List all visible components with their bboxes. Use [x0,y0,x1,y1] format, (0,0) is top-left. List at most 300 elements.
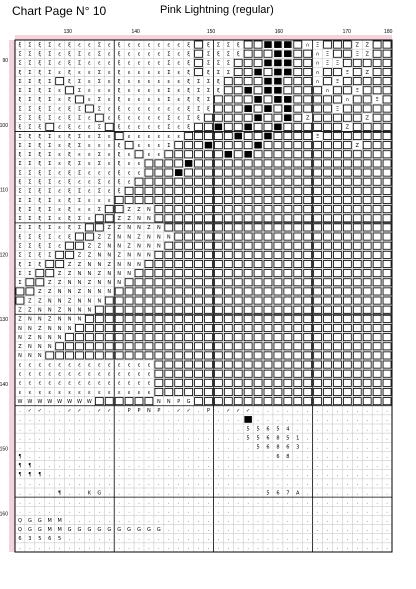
cell-symbol: ε [177,88,181,95]
cell-symbol: ε [137,371,141,378]
cell-square [373,132,381,139]
cell-symbol: ξ [68,124,71,131]
cell-square [324,251,332,258]
cell-filled [274,59,282,66]
cell-symbol: Σ [77,115,82,122]
cell-square [373,206,381,213]
cell-symbol: . [108,481,111,488]
cell-symbol: Σ [28,161,32,168]
cell-square [304,215,312,222]
cell-symbol: Z [97,243,102,250]
cell-square [214,215,222,222]
cell-square [85,224,93,231]
cell-square [363,59,371,66]
cell-symbol: . [207,536,210,543]
cell-symbol: . [316,408,319,415]
cell-square [175,187,183,194]
cell-symbol: . [128,517,130,524]
cell-square [224,206,232,213]
cell-symbol: . [227,481,230,488]
cell-square [383,187,391,194]
cell-symbol: . [78,444,81,451]
cell-square [165,160,173,167]
cell-symbol: . [19,444,21,451]
cell-square [205,324,213,331]
cell-symbol: . [108,517,111,524]
cell-symbol: ε [38,371,42,378]
cell-symbol: ξ [117,106,121,113]
cell-symbol: ε [28,380,32,387]
cell-symbol: . [356,444,359,451]
cell-symbol: ε [88,216,91,223]
cell-square [36,270,44,277]
cell-symbol: . [316,508,319,515]
cell-square [145,306,153,313]
cell-square [105,334,113,341]
y-tick-label: 160 [0,511,8,518]
cell-square [324,260,332,267]
cell-symbol: . [118,435,120,442]
cell-square [333,361,341,368]
cell-symbol: . [346,435,349,442]
cell-square [76,343,84,350]
cell-symbol: Σ [18,280,22,287]
cell-square [343,343,351,350]
cell-symbol: . [267,417,269,424]
cell-symbol: . [39,462,41,469]
cell-square [155,215,163,222]
cell-symbol: . [148,490,150,497]
cell-square [324,105,332,112]
cell-symbol: N [18,334,22,341]
cell-symbol: Σ [28,78,32,85]
cell-symbol: ε [78,152,81,159]
cell-symbol: ε [97,60,101,67]
cell-square [343,151,351,158]
cell-square [254,169,262,176]
cell-symbol: ε [88,170,91,177]
cell-square [284,224,292,231]
cell-square [224,78,232,85]
cell-symbol: . [48,453,51,460]
cell-symbol: . [356,435,359,442]
cell-square [314,334,322,341]
cell-square [294,68,302,75]
cell-symbol: . [376,453,378,460]
cell-symbol: . [148,444,150,451]
cell-symbol: W [86,398,92,405]
cell-square [383,352,391,359]
cell-symbol: N [147,216,151,223]
cell-symbol: . [29,545,31,552]
cell-symbol: Σ [48,133,52,140]
cell-square [264,270,272,277]
cell-square [195,270,203,277]
cell-symbol: ✓ [67,408,72,415]
cell-symbol: Σ [48,234,52,241]
cell-symbol: . [108,472,111,479]
cell-symbol: N [87,307,92,314]
cell-square [195,68,203,75]
cell-symbol: P [206,408,210,415]
cell-symbol: Z [87,243,92,250]
cell-symbol: . [88,545,91,552]
cell-square [234,315,242,322]
cell-symbol: N [37,344,42,351]
cell-square [175,206,183,213]
cell-symbol: ∩ [325,88,330,95]
cell-square [254,151,262,158]
cell-square [314,388,322,395]
cell-square [274,251,282,258]
cell-symbol: . [356,545,359,552]
cell-square [333,315,341,322]
cell-symbol: . [217,426,220,433]
cell-symbol: . [376,499,378,506]
cell-symbol: ε [177,124,181,131]
cell-symbol: ξ [187,124,191,131]
cell-square [145,169,153,176]
cell-square [314,379,322,386]
cell-symbol: . [187,517,190,524]
cell-symbol: . [316,481,319,488]
cell-symbol: ε [107,133,111,140]
cell-square [274,178,282,185]
cell-square [165,388,173,395]
cell-symbol: . [167,408,170,415]
cell-symbol: . [356,508,359,515]
cell-symbol: . [287,499,289,506]
cell-symbol: ξ [38,124,42,131]
cell-square [195,160,203,167]
cell-symbol: Z [127,243,131,250]
cell-symbol: N [156,225,161,232]
cell-filled [264,78,272,85]
cell-square [234,68,242,75]
cell-filled [264,59,272,66]
cell-symbol: ε [18,362,22,369]
cell-symbol: ε [117,380,121,387]
cell-symbol: . [277,472,279,479]
cell-symbol: ε [78,42,81,49]
cell-square [26,288,34,295]
cell-square [66,334,74,341]
x-tick-label: 140 [131,29,140,35]
cell-symbol: ε [147,69,151,76]
cell-symbol: ε [97,197,101,204]
cell-symbol: . [247,499,249,506]
cell-symbol: . [237,545,240,552]
cell-symbol: . [227,435,230,442]
cell-symbol: . [386,472,388,479]
cell-square [274,196,282,203]
cell-square [264,123,272,130]
cell-square [363,242,371,249]
cell-symbol: . [138,508,140,515]
cell-square [105,206,113,213]
cell-symbol: Σ [77,170,82,177]
cell-symbol: . [48,499,51,506]
cell-square [165,279,173,286]
cell-symbol: ε [88,188,91,195]
cell-symbol: . [118,508,120,515]
cell-symbol: . [48,408,51,415]
cell-square [185,142,193,149]
cell-square [284,370,292,377]
cell-square [274,334,282,341]
cell-square [175,352,183,359]
cell-symbol: . [277,526,279,533]
cell-square [383,142,391,149]
cell-square [333,178,341,185]
cell-square [353,68,361,75]
cell-square [254,187,262,194]
cell-square [343,379,351,386]
cell-square [264,297,272,304]
cell-symbol: N [127,252,131,259]
cell-symbol: . [88,408,91,415]
cell-square [294,50,302,57]
cell-symbol: ε [177,133,181,140]
cell-square [214,169,222,176]
cell-symbol: Z [137,234,141,241]
cell-square [244,288,252,295]
cell-symbol: Z [48,316,52,323]
cell-square [165,324,173,331]
cell-square [353,123,361,130]
cell-symbol: . [158,545,160,552]
cell-square [363,315,371,322]
cell-square [343,114,351,121]
cell-square [314,187,322,194]
cell-square [175,324,183,331]
cell-square [214,105,222,112]
cell-square [205,187,213,194]
cell-square [353,59,361,66]
cell-square [294,315,302,322]
cell-symbol: . [177,481,180,488]
cell-symbol: Σ [48,51,52,58]
cell-square [353,370,361,377]
cell-square [264,315,272,322]
cell-symbol: . [386,536,388,543]
cell-symbol: ε [137,42,141,49]
cell-square [195,132,203,139]
cell-square [373,379,381,386]
cell-square [294,352,302,359]
cell-square [135,288,143,295]
cell-square [185,196,193,203]
cell-symbol: . [187,499,190,506]
cell-square [264,142,272,149]
cell-square [353,388,361,395]
cell-symbol: . [108,417,111,424]
cell-square [324,379,332,386]
cell-square [115,288,123,295]
cell-square [175,233,183,240]
cell-symbol: ε [147,106,151,113]
cell-symbol: ξ [117,179,121,186]
cell-symbol: . [197,462,200,469]
cell-symbol: . [346,472,349,479]
cell-square [135,297,143,304]
cell-square [324,123,332,130]
cell-symbol: . [287,517,289,524]
cell-square [254,178,262,185]
cell-symbol: Σ [28,106,32,113]
cell-symbol: ξ [187,51,191,58]
cell-symbol: . [197,481,200,488]
cell-square [314,224,322,231]
cell-symbol: ε [177,115,181,122]
cell-square [105,324,113,331]
cell-symbol: . [366,417,368,424]
cell-square [155,352,163,359]
x-tick-label: 160 [274,29,284,35]
cell-square [373,59,381,66]
cell-symbol: . [39,490,41,497]
cell-square [205,370,213,377]
cell-square [294,224,302,231]
cell-symbol: N [107,270,112,277]
cell-square [383,334,391,341]
cell-square [76,352,84,359]
cell-square [353,315,361,322]
cell-symbol: N [117,280,122,287]
cell-symbol: Σ [28,179,32,186]
cell-square [135,270,143,277]
cell-square [205,260,213,267]
cell-symbol: Σ [216,69,220,76]
cell-symbol: . [217,472,220,479]
cell-symbol: ξ [187,88,191,95]
cell-square [294,123,302,130]
cell-square [135,398,143,405]
cell-square [284,206,292,213]
cell-square [324,96,332,103]
cell-symbol: ε [88,124,91,131]
cell-square [145,297,153,304]
cell-square [175,288,183,295]
cell-symbol: . [197,490,200,497]
cell-symbol: ξ [18,69,22,76]
cell-square [205,361,213,368]
cell-symbol: ε [58,243,61,250]
cell-square [284,306,292,313]
cell-square [115,352,123,359]
cell-square [185,315,193,322]
cell-square [264,50,272,57]
cell-symbol: . [287,545,289,552]
cell-square [205,114,213,121]
cell-square [383,96,391,103]
cell-symbol: . [247,490,249,497]
cell-square [224,388,232,395]
cell-square [135,352,143,359]
cell-square [224,114,232,121]
cell-symbol: ✓ [97,408,102,415]
cell-symbol: . [386,435,388,442]
cell-square [195,178,203,185]
cell-symbol: M [47,526,52,533]
cell-square [274,206,282,213]
cell-square [105,343,113,350]
cell-symbol: ε [127,380,131,387]
cell-symbol: . [48,444,51,451]
cell-symbol: ε [157,124,161,131]
cell-symbol: . [98,426,101,433]
cell-symbol: Σ [48,42,52,49]
cell-symbol: ε [107,142,111,149]
cell-symbol: ξ [68,161,71,168]
cell-symbol: N [57,334,62,341]
cell-symbol: . [237,526,240,533]
cell-symbol: ε [127,371,131,378]
cell-symbol: . [227,444,230,451]
cell-square [56,251,64,258]
cell-square [155,279,163,286]
cell-symbol: . [207,453,210,460]
cell-symbol: . [108,545,111,552]
cell-symbol: ξ [38,206,42,213]
cell-square [383,132,391,139]
cell-square [264,206,272,213]
cell-symbol: Z [305,115,310,122]
cell-square [234,270,242,277]
cell-symbol: N [107,289,112,296]
cell-symbol: 8 [286,453,290,460]
cell-square [353,96,361,103]
cell-square [274,160,282,167]
cell-square [383,68,391,75]
cell-square [264,178,272,185]
cell-symbol: . [98,435,101,442]
cell-square [343,178,351,185]
cell-symbol: Σ [48,69,52,76]
cell-symbol: . [366,453,368,460]
cell-symbol: . [167,481,170,488]
cell-symbol: N [18,353,22,360]
cell-symbol: N [137,261,141,268]
cell-square [363,379,371,386]
cell-square [363,288,371,295]
cell-square [224,215,232,222]
cell-filled [234,133,242,140]
cell-square [304,306,312,313]
cell-symbol: . [98,472,101,479]
cell-symbol: . [287,417,289,424]
cell-square [185,361,193,368]
cell-square [175,388,183,395]
cell-square [234,334,242,341]
cell-symbol: . [257,517,259,524]
cell-symbol: . [227,508,230,515]
cell-symbol: . [58,453,61,460]
cell-square [333,160,341,167]
cell-symbol: . [39,453,41,460]
cell-symbol: Z [87,252,92,259]
cell-filled [274,87,282,94]
cell-symbol: ε [97,170,101,177]
cell-square [324,178,332,185]
cell-symbol: . [247,444,249,451]
cell-square [185,279,193,286]
cell-square [324,242,332,249]
cell-symbol: Σ [28,197,32,204]
cell-symbol: . [167,444,170,451]
cell-square [105,123,113,130]
cell-symbol: . [346,499,349,506]
